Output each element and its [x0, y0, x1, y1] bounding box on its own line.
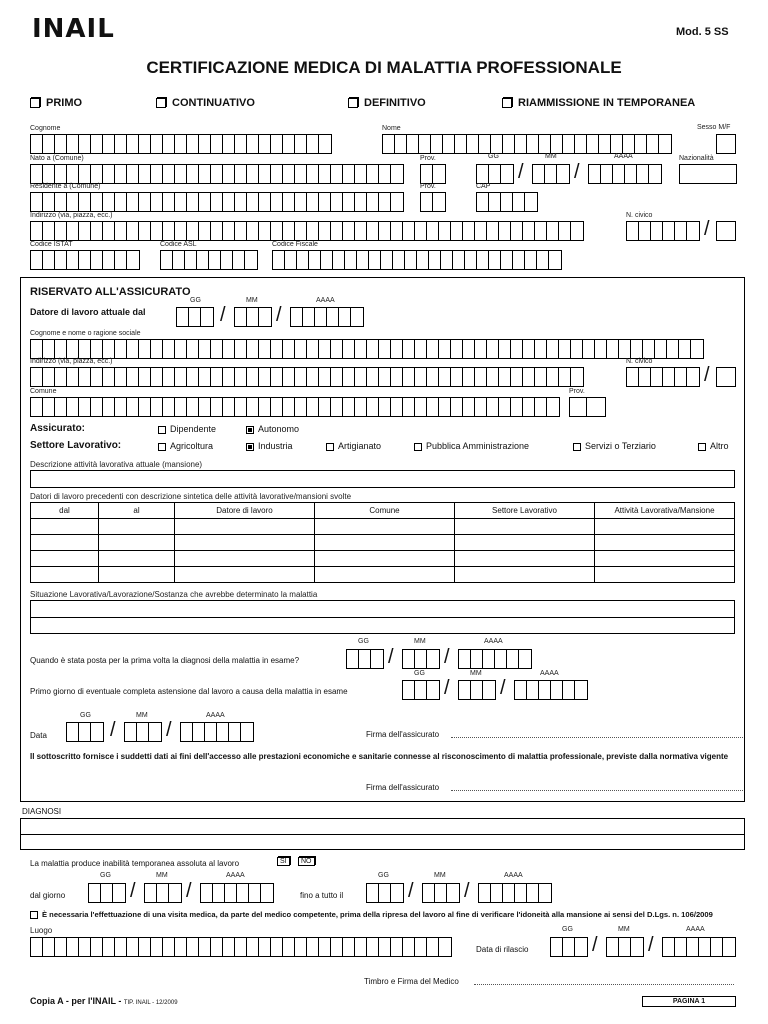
- checkbox-icon: [30, 911, 38, 919]
- option-artigianato[interactable]: Artigianato: [326, 441, 381, 451]
- nazionalita-field[interactable]: [679, 164, 737, 184]
- cert-type-riammissione[interactable]: RIAMMISSIONE IN TEMPORANEA: [502, 97, 695, 109]
- nato-label: Nato a (Comune): [30, 155, 84, 162]
- comune-label: Comune: [30, 388, 57, 395]
- diagnosi-label: DIAGNOSI: [22, 807, 62, 816]
- astensione-year-field[interactable]: [514, 680, 588, 700]
- birth-day-field[interactable]: [476, 164, 514, 184]
- copia-text: Copia A - per l'INAIL -: [30, 996, 122, 1006]
- astensione-day-field[interactable]: [402, 680, 440, 700]
- fino-year-field[interactable]: [478, 883, 552, 903]
- date-separator: /: [574, 161, 580, 183]
- checkbox-icon: [30, 98, 40, 108]
- nome-label: Nome: [382, 125, 401, 132]
- dal-day-field[interactable]: [88, 883, 126, 903]
- assicurato-label: Assicurato:: [30, 423, 86, 434]
- mm-label: MM: [434, 872, 446, 879]
- nato-field[interactable]: [30, 164, 404, 184]
- quando-label: Quando è stata posta per la prima volta la diagnosi della malattia in esame?: [30, 656, 300, 665]
- firma-line-2[interactable]: [451, 790, 743, 791]
- gg-label: GG: [100, 872, 111, 879]
- checkbox-icon: [156, 98, 166, 108]
- date-separator: /: [518, 161, 524, 183]
- tip-text: TIP. INAIL - 12/2009: [123, 1000, 178, 1006]
- no-checkbox[interactable]: NO: [298, 857, 315, 866]
- descrizione-field[interactable]: [30, 470, 735, 488]
- datore-label: Datore di lavoro attuale dal: [30, 307, 146, 317]
- diagnosi-month-field[interactable]: [402, 649, 440, 669]
- istat-field[interactable]: [30, 250, 140, 270]
- istat-label: Codice ISTAT: [30, 241, 73, 248]
- situazione-divider: [30, 617, 735, 618]
- aaaa-label: AAAA: [686, 926, 705, 933]
- rilascio-month-field[interactable]: [606, 937, 644, 957]
- col-comune: Comune: [315, 503, 455, 519]
- inail-logo: INAIL: [32, 14, 115, 44]
- aaaa-label: AAAA: [614, 153, 633, 160]
- residente-field[interactable]: [30, 192, 404, 212]
- civico-separator: /: [704, 364, 710, 386]
- checkbox-icon: [502, 98, 512, 108]
- fiscale-field[interactable]: [272, 250, 562, 270]
- date-separator: /: [500, 677, 506, 699]
- gg-label: GG: [562, 926, 573, 933]
- option-industria[interactable]: Industria: [246, 441, 293, 451]
- civico-ext-field[interactable]: [716, 221, 736, 241]
- assicurato-title: RISERVATO ALL'ASSICURATO: [30, 286, 191, 298]
- mm-label: MM: [618, 926, 630, 933]
- sottoscritto-text: Il sottoscritto fornisce i suddetti dati ai fini dell'accesso alle prestazioni economiche e sanitarie connesse al risconoscimento di malattia professionale, previste dalla normativa vigente: [30, 752, 729, 761]
- data-rilascio-label: Data di rilascio: [476, 945, 529, 954]
- diagnosi-divider: [20, 834, 745, 835]
- date-separator: /: [464, 880, 470, 902]
- col-datore: Datore di lavoro: [175, 503, 315, 519]
- civico-field[interactable]: [626, 221, 700, 241]
- precedenti-label: Datori di lavoro precedenti con descrizione sintetica delle attività lavorative/mansioni svolte: [30, 492, 352, 501]
- residente-label: Residente a (Comune): [30, 183, 101, 190]
- fiscale-label: Codice Fiscale: [272, 241, 318, 248]
- asl-field[interactable]: [160, 250, 258, 270]
- mm-label: MM: [156, 872, 168, 879]
- date-separator: /: [388, 646, 394, 668]
- luogo-field[interactable]: [30, 937, 452, 957]
- datore-month-field[interactable]: [234, 307, 272, 327]
- gg-label: GG: [378, 872, 389, 879]
- checkbox-icon: [158, 426, 166, 434]
- table-header-row: [31, 503, 735, 519]
- astensione-month-field[interactable]: [458, 680, 496, 700]
- checkbox-icon: [698, 443, 706, 451]
- inabilita-label: La malattia produce inabilità temporanea assoluta al lavoro: [30, 859, 240, 868]
- sesso-field[interactable]: [716, 134, 736, 154]
- col-settore: Settore Lavorativo: [455, 503, 595, 519]
- col-attivita: Attività Lavorativa/Mansione: [595, 503, 735, 519]
- cap-field[interactable]: [476, 192, 538, 212]
- gg-label: GG: [358, 638, 369, 645]
- mm-label: MM: [414, 638, 426, 645]
- aaaa-label: AAAA: [540, 670, 559, 677]
- descrizione-label: Descrizione attività lavorativa attuale (mansione): [30, 460, 203, 469]
- col-dal: dal: [31, 503, 99, 519]
- aaaa-label: AAAA: [504, 872, 523, 879]
- aaaa-label: AAAA: [226, 872, 245, 879]
- option-pa[interactable]: Pubblica Amministrazione: [414, 441, 529, 451]
- checkbox-icon: [414, 443, 422, 451]
- cert-type-continuativo[interactable]: CONTINUATIVO: [156, 97, 255, 109]
- fino-day-field[interactable]: [366, 883, 404, 903]
- timbro-line[interactable]: [474, 984, 734, 985]
- indirizzo-field[interactable]: [30, 221, 584, 241]
- option-servizi[interactable]: Servizi o Terziario: [573, 441, 656, 451]
- aaaa-label: AAAA: [484, 638, 503, 645]
- page-number: PAGINA 1: [642, 996, 736, 1007]
- nome-field[interactable]: [382, 134, 672, 154]
- date-separator: /: [444, 646, 450, 668]
- datore-day-field[interactable]: [176, 307, 214, 327]
- date-separator: /: [166, 719, 172, 741]
- fino-month-field[interactable]: [422, 883, 460, 903]
- datore-year-field[interactable]: [290, 307, 364, 327]
- data-label: Data: [30, 731, 47, 740]
- datore-civico-ext[interactable]: [716, 367, 736, 387]
- data-year-field[interactable]: [180, 722, 254, 742]
- rilascio-day-field[interactable]: [550, 937, 588, 957]
- page-title: CERTIFICAZIONE MEDICA DI MALATTIA PROFESSIONALE: [146, 58, 622, 77]
- luogo-label: Luogo: [30, 926, 53, 935]
- firma-label: Firma dell'assicurato: [366, 730, 440, 739]
- nazionalita-label: Nazionalità: [679, 155, 714, 162]
- rilascio-year-field[interactable]: [662, 937, 736, 957]
- checkbox-icon: [348, 98, 358, 108]
- visita-option[interactable]: È necessaria l'effettuazione di una visita medica, da parte del medico competente, prima della ripresa del lavoro al fine di verificare l'idoneità alla mansione ai sensi del D.Lgs. n. 106/2009: [30, 910, 713, 919]
- date-separator: /: [220, 304, 226, 326]
- firma-label-2: Firma dell'assicurato: [366, 783, 440, 792]
- settore-label: Settore Lavorativo:: [30, 440, 122, 451]
- fino-label: fino a tutto il: [300, 891, 344, 900]
- table-row[interactable]: [31, 551, 735, 567]
- res-prov-field[interactable]: [420, 192, 446, 212]
- cognome-field[interactable]: [30, 134, 332, 154]
- option-autonomo[interactable]: Autonomo: [246, 424, 299, 434]
- si-checkbox[interactable]: SI: [277, 857, 290, 866]
- gg-label: GG: [80, 712, 91, 719]
- aaaa-label: AAAA: [316, 297, 335, 304]
- option-dipendente[interactable]: Dipendente: [158, 424, 216, 434]
- indirizzo-label: Indirizzo (via, piazza, ecc.): [30, 358, 113, 365]
- date-separator: /: [592, 934, 598, 956]
- aaaa-label: AAAA: [206, 712, 225, 719]
- civico-label: N. civico: [626, 212, 653, 219]
- checkbox-icon: [326, 443, 334, 451]
- data-month-field[interactable]: [124, 722, 162, 742]
- mm-label: MM: [470, 670, 482, 677]
- gg-label: GG: [190, 297, 201, 304]
- mm-label: MM: [545, 153, 557, 160]
- option-altro[interactable]: Altro: [698, 441, 729, 451]
- gg-label: GG: [488, 153, 499, 160]
- indirizzo-label: Indirizzo (via, piazza, ecc.): [30, 212, 113, 219]
- date-separator: /: [130, 880, 136, 902]
- checkbox-checked-icon: [246, 443, 254, 451]
- date-separator: /: [408, 880, 414, 902]
- situazione-label: Situazione Lavorativa/Lavorazione/Sostanza che avrebbe determinato la malattia: [30, 590, 318, 599]
- dal-giorno-label: dal giorno: [30, 891, 66, 900]
- mm-label: MM: [136, 712, 148, 719]
- gg-label: GG: [414, 670, 425, 677]
- checkbox-checked-icon: [246, 426, 254, 434]
- diagnosi-year-field[interactable]: [458, 649, 532, 669]
- comune-prov-field[interactable]: [569, 397, 606, 417]
- civico-label: N. civico: [626, 358, 653, 365]
- table-row[interactable]: [31, 567, 735, 583]
- birth-year-field[interactable]: [588, 164, 662, 184]
- datore-indirizzo-field[interactable]: [30, 367, 584, 387]
- cognome-label: Cognome: [30, 125, 61, 132]
- prov-field[interactable]: [420, 164, 446, 184]
- ragione-label: Cognome e nome o ragione sociale: [30, 330, 141, 337]
- dal-month-field[interactable]: [144, 883, 182, 903]
- date-separator: /: [276, 304, 282, 326]
- copia-label: [30, 996, 178, 1006]
- sesso-label: Sesso M/F: [697, 124, 731, 131]
- asl-label: Codice ASL: [160, 241, 197, 248]
- birth-month-field[interactable]: [532, 164, 570, 184]
- diagnosi-day-field[interactable]: [346, 649, 384, 669]
- dal-year-field[interactable]: [200, 883, 274, 903]
- data-day-field[interactable]: [66, 722, 104, 742]
- mm-label: MM: [246, 297, 258, 304]
- table-row[interactable]: [31, 535, 735, 551]
- cert-type-definitivo[interactable]: DEFINITIVO: [348, 97, 426, 109]
- model-number: Mod. 5 SS: [676, 26, 729, 38]
- checkbox-icon: [573, 443, 581, 451]
- prov-label: Prov.: [420, 183, 436, 190]
- datore-civico-field[interactable]: [626, 367, 700, 387]
- comune-field[interactable]: [30, 397, 560, 417]
- cert-type-primo[interactable]: PRIMO: [30, 97, 82, 109]
- date-separator: /: [444, 677, 450, 699]
- col-al: al: [99, 503, 175, 519]
- table-row[interactable]: [31, 519, 735, 535]
- prov-label: Prov.: [420, 155, 436, 162]
- firma-line[interactable]: [451, 737, 743, 738]
- civico-separator: /: [704, 218, 710, 240]
- prov-label: Prov.: [569, 388, 585, 395]
- primo-giorno-label: Primo giorno di eventuale completa astensione dal lavoro a causa della malattia in esame: [30, 687, 348, 696]
- timbro-label: Timbro e Firma del Medico: [364, 977, 459, 986]
- date-separator: /: [648, 934, 654, 956]
- ragione-field[interactable]: [30, 339, 704, 359]
- date-separator: /: [186, 880, 192, 902]
- option-agricoltura[interactable]: Agricoltura: [158, 441, 213, 451]
- checkbox-icon: [158, 443, 166, 451]
- date-separator: /: [110, 719, 116, 741]
- cap-label: CAP: [476, 183, 491, 190]
- precedenti-table: [30, 502, 735, 583]
